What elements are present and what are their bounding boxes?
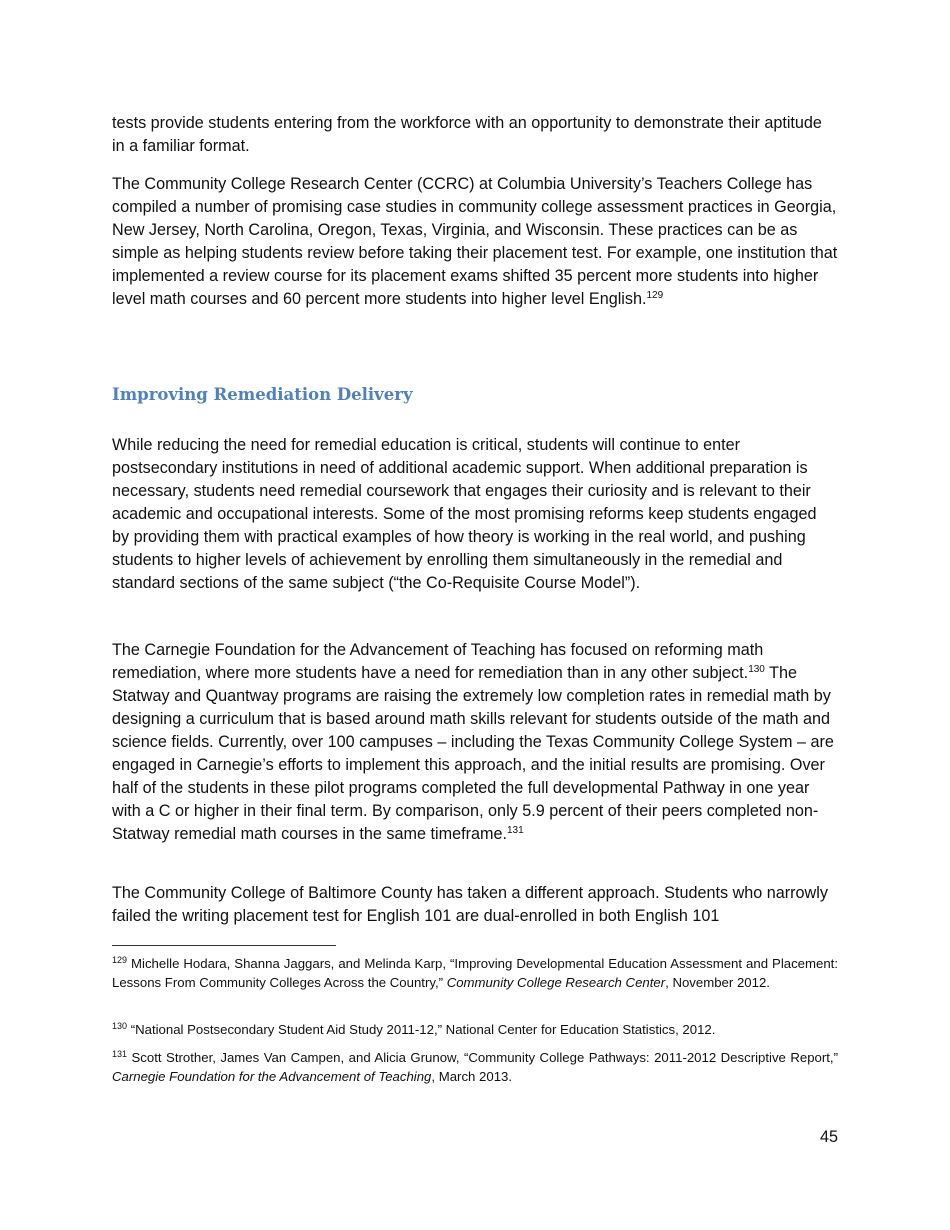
footnote-ref-131[interactable]: 131 xyxy=(506,825,524,836)
section-heading: Improving Remediation Delivery xyxy=(112,385,413,404)
page-number: 45 xyxy=(819,1128,838,1146)
footnote-131: $^{131}$ Scott Strother, James Van Campen, and Alicia Grunow, “Community College Pathways: 2011-2012 Descriptive Report,” Carnegie Foundation for the Advancement of Teaching, March 2013. xyxy=(112,1049,838,1084)
paragraph-ccrc: The Community College Research Center (CCRC) at Columbia University’s Teachers College has compiled a number of promising case studies in community college assessment practices in Georgia, New Jersey, North Carolina, Oregon, Texas, Virginia, and Wisconsin. These practices can be as simple as helping students review before taking their placement test. For example, one institution that implemented a review course for its placement exams shifted 35 percent more students into higher level math courses and 60 percent more students into higher level English.$^{129}$ xyxy=(112,175,838,308)
footnote-130: $^{130}$ “National Postsecondary Student Aid Study 2011-12,” National Center for Education Statistics, 2012. xyxy=(112,1021,716,1037)
paragraph-assessment-tests: tests provide students entering from the workforce with an opportunity to demonstrate their aptitude in a familiar format. xyxy=(112,114,822,155)
paragraph-baltimore: The Community College of Baltimore County has taken a different approach. Students who narrowly failed the writing placement test for English 101 are dual-enrolled in both English 101 xyxy=(112,884,828,925)
footnote-separator xyxy=(112,945,336,946)
footnote-ref-129[interactable]: 129 xyxy=(646,290,664,301)
footnote-129: $^{129}$ Michelle Hodara, Shanna Jaggars, and Melinda Karp, “Improving Developmental Education Assessment and Placement: Lessons From Community Colleges Across the Country,” Community College Research Center, November 2012. xyxy=(112,955,838,990)
paragraph-carnegie: The Carnegie Foundation for the Advancement of Teaching has focused on reforming math remediation, where more students have a need for remediation than in any other subject.$^{130}$ The Statway and Quantway programs are raising the extremely low completion rates in remedial math by designing a curriculum that is based around math skills relevant for students outside of the math and science fields. Currently, over 100 campuses – including the Texas Community College System – are engaged in Carnegie’s efforts to implement this approach, and the initial results are promising. Over half of the students in these pilot programs completed the full developmental Pathway in one year with a C or higher in their final term. By comparison, only 5.9 percent of their peers completed non-Statway remedial math courses in the same timeframe.$^{131}$ xyxy=(112,641,834,843)
paragraph-remediation: While reducing the need for remedial education is critical, students will continue to enter postsecondary institutions in need of additional academic support. When additional preparation is necessary, students need remedial coursework that engages their curiosity and is relevant to their academic and occupational interests. Some of the most promising reforms keep students engaged by providing them with practical examples of how theory is working in the real world, and pushing students to higher levels of achievement by enrolling them simultaneously in the remedial and standard sections of the same subject (“the Co-Requisite Course Model”). xyxy=(112,436,817,592)
footnote-ref-130[interactable]: 130 xyxy=(748,664,765,675)
